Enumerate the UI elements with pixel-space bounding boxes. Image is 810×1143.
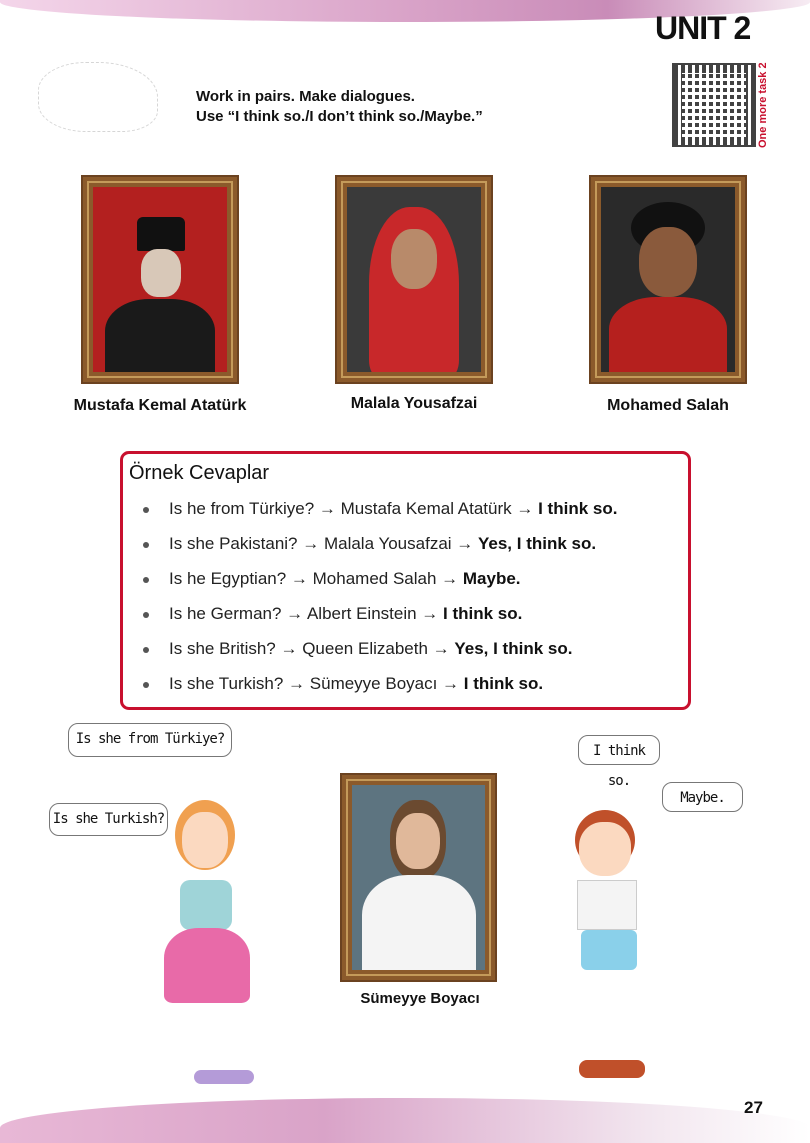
speech-bubble: I think so. [578,735,660,765]
page-number: 27 [744,1098,763,1117]
answer-response: I think so. [538,499,618,518]
answer-response: Maybe. [462,569,521,588]
qr-caption: One more task 2 [757,62,769,148]
portrait-frame-malala [337,177,491,382]
portrait-photo [352,785,485,970]
sample-answers-box [120,451,691,710]
portrait-photo [601,187,735,372]
answer-question: Is he Egyptian? → Mohamed Salah → [169,569,463,588]
portrait-frame-ataturk [83,177,237,382]
mascot-sketch-image [38,62,158,132]
instruction-line: Work in pairs. Make dialogues. [196,88,415,105]
unit-title: UNIT 2 [655,10,751,46]
girl-character-illustration [150,800,300,1085]
portrait-frame-sumeyye [342,775,495,980]
instructions [196,87,483,127]
qr-code[interactable] [672,63,756,147]
answer-response: I think so. [443,604,523,623]
portrait-name: Mohamed Salah [607,397,729,414]
sample-answers-title: Örnek Cevaplar [129,462,270,484]
answer-response: Yes, I think so. [478,534,597,553]
answer-response: Yes, I think so. [454,639,573,658]
answer-response: I think so. [463,674,544,693]
answer-question: Is she Turkish? → Sümeyye Boyacı → [169,674,464,693]
answer-item [129,565,682,600]
answer-item [129,635,682,670]
portrait-frame-salah [591,177,745,382]
speech-bubble: Is she from Türkiye? [68,723,232,757]
boy-character-illustration [515,810,665,1090]
answer-item [129,600,682,635]
portrait-name: Mustafa Kemal Atatürk [73,397,247,414]
answer-item [129,495,682,530]
portrait-photo [93,187,227,372]
portrait-name: Sümeyye Boyacı [360,990,480,1007]
answer-question: Is he from Türkiye? → Mustafa Kemal Atatürk → [169,499,539,518]
speech-bubble: Is she Turkish? [49,803,168,836]
answer-question: Is she British? → Queen Elizabeth → [169,639,455,658]
answer-item [129,530,682,565]
answer-item [129,670,682,705]
answer-question: Is he German? → Albert Einstein → [169,604,444,623]
instruction-line: Use “I think so./I don’t think so./Maybe.” [196,108,483,125]
portrait-photo [347,187,481,372]
portrait-name: Malala Yousafzai [350,395,478,412]
answer-question: Is she Pakistani? → Malala Yousafzai → [169,534,478,553]
speech-bubble: Maybe. [662,782,743,812]
bottom-decorative-band [0,1098,810,1143]
